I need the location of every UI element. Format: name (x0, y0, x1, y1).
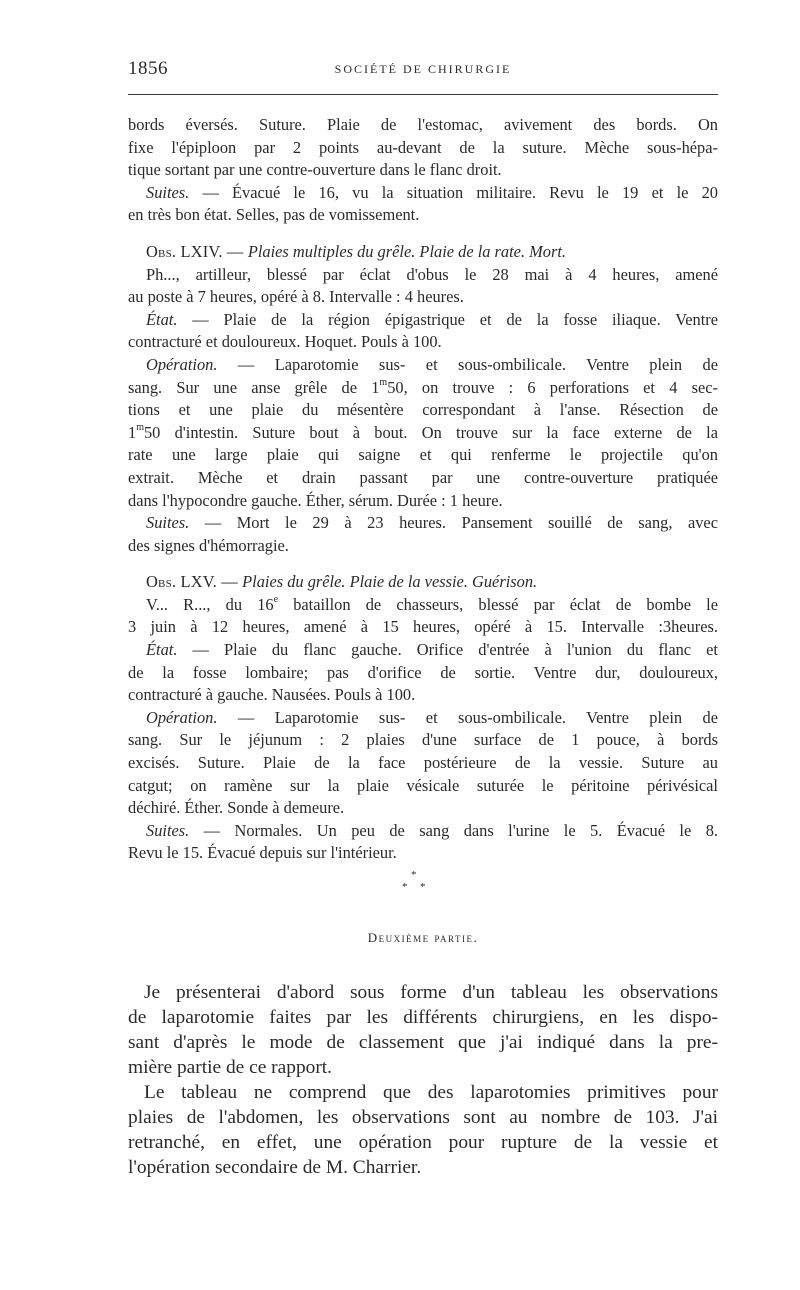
asterism-separator (400, 870, 430, 896)
text-span: — Plaie du flanc gauche. Orifice d'entrée à l'union du flanc et (177, 640, 718, 660)
asterisk: * (402, 881, 408, 893)
superscript: e (273, 594, 279, 606)
text-line: tions et une plaie du mésentère correspondant à l'anse. Résection de (128, 400, 718, 420)
text-span: 1 (128, 422, 137, 442)
text-span: — Normales. Un peu de sang dans l'urine le 5. Évacué le 8. (189, 820, 718, 840)
text-line: Le tableau ne comprend que des laparotomies primitives pour (144, 1082, 718, 1103)
text-line: 3 juin à 12 heures, amené à 15 heures, opéré à 15. Intervalle :3heures. (128, 617, 718, 637)
text-span: — Mort le 29 à 23 heures. Pansement souillé de sang, avec (189, 513, 718, 533)
text-line: extrait. Mèche et drain passant par une contre-ouverture pratiquée (128, 467, 718, 487)
etat-label: État. (146, 309, 178, 329)
text-line (128, 377, 718, 400)
superscript: m (379, 377, 388, 389)
text-line: retranché, en effet, une opération pour rupture de la vessie et (128, 1132, 718, 1153)
suites-line (128, 182, 718, 205)
etat-label: État. (146, 640, 178, 660)
text-line: au poste à 7 heures, opéré à 8. Intervalle : 4 heures. (128, 287, 464, 307)
text-line: bords éversés. Suture. Plaie de l'estomac, avivement des bords. On (128, 115, 718, 134)
header-rule (128, 94, 718, 95)
text-line: en très bon état. Selles, pas de vomissement. (128, 205, 420, 225)
obs-label: Obs. LXV. (146, 572, 217, 592)
superscript: m (136, 422, 144, 434)
obs-label: Obs. LXIV. (146, 241, 223, 261)
etat-line (128, 309, 718, 332)
operation-label: Opération. (146, 354, 218, 374)
text-line (128, 594, 718, 617)
etat-line (128, 639, 718, 662)
obs-title: Plaies du grêle. Plaie de la vessie. Guérison. (242, 572, 538, 592)
text-line: de la fosse lombaire; pas d'orifice de sortie. Ventre dur, douloureux, (128, 662, 718, 682)
observation-64 (128, 241, 718, 557)
suites-label: Suites. (146, 182, 190, 202)
suites-line (128, 820, 718, 843)
text-span: — Laparotomie sus- et sous-ombilicale. Ventre plein de (217, 354, 718, 374)
page-number: 1856 (128, 58, 168, 79)
operation-label: Opération. (146, 707, 218, 727)
text-span: 50, on trouve : 6 perforations et 4 sec- (387, 377, 718, 397)
text-span: — Plaie de la région épigastrique et de la fosse iliaque. Ventre (177, 309, 718, 329)
text-line: déchiré. Éther. Sonde à demeure. (128, 798, 345, 818)
suites-label: Suites. (146, 820, 190, 840)
operation-line (128, 707, 718, 730)
observations-block (128, 114, 718, 865)
text-line: catgut; on ramène sur la plaie vésicale suturée le péritoine périvésical (128, 775, 718, 795)
text-line: de laparotomie faites par les différents chirurgiens, en les dispo- (128, 1007, 718, 1028)
text-line (128, 422, 718, 445)
text-line: sang. Sur le jéjunum : 2 plaies d'une surface de 1 pouce, à bords (128, 730, 718, 750)
suites-label: Suites. (146, 513, 190, 533)
operation-line (128, 354, 718, 377)
text-line: Ph..., artilleur, blessé par éclat d'obus le 28 mai à 4 heures, amené (146, 264, 718, 284)
text-span: bataillon de chasseurs, blessé par éclat de bombe le (278, 594, 718, 614)
text-line: mière partie de ce rapport. (128, 1057, 333, 1078)
text-line: contracturé et douloureux. Hoquet. Pouls à 100. (128, 332, 442, 352)
asterisk: * (411, 869, 417, 881)
text-line: rate une large plaie qui saigne et qui renferme le projectile qu'on (128, 445, 718, 465)
text-line: Je présenterai d'abord sous forme d'un tableau les observations (144, 982, 718, 1003)
text-span: — Évacué le 16, vu la situation militaire. Revu le 19 et le 20 (189, 182, 718, 202)
observation-heading (128, 241, 718, 264)
text-line: Revu le 15. Évacué depuis sur l'intérieur. (128, 843, 397, 863)
spacer (128, 227, 718, 241)
obs-title: Plaies multiples du grêle. Plaie de la rate. Mort. (247, 241, 567, 261)
dash: — (216, 572, 243, 592)
page-header (128, 56, 718, 86)
running-title: SOCIÉTÉ DE CHIRURGIE (334, 62, 512, 76)
observation-heading (128, 571, 718, 594)
text-span: sang. Sur une anse grêle de 1 (128, 377, 380, 397)
text-line: dans l'hypocondre gauche. Éther, sérum. Durée : 1 heure. (128, 490, 503, 510)
text-span: V... R..., du 16 (146, 594, 274, 614)
text-line: sant d'après le mode de classement que j'ai indiqué dans la pre- (128, 1032, 718, 1053)
spacer (128, 557, 718, 571)
text-line: l'opération secondaire de M. Charrier. (128, 1157, 422, 1178)
text-line: excisés. Suture. Plaie de la face postérieure de la vessie. Suture au (128, 753, 718, 773)
text-line: plaies de l'abdomen, les observations sont au nombre de 103. J'ai (128, 1107, 718, 1128)
suites-line (128, 512, 718, 535)
text-span: 50 d'intestin. Suture bout à bout. On trouve sur la face externe de la (143, 422, 718, 442)
dash: — (222, 241, 248, 261)
continued-observation (128, 114, 718, 227)
observation-65 (128, 571, 718, 865)
text-span: — Laparotomie sus- et sous-ombilicale. Ventre plein de (217, 707, 718, 727)
text-line: des signes d'hémorragie. (128, 535, 289, 555)
text-line: contracturé à gauche. Nausées. Pouls à 100. (128, 685, 416, 705)
section-title: Deuxième partie. (367, 930, 479, 945)
part-two-text (128, 980, 718, 1180)
text-line: tique sortant par une contre-ouverture dans le flanc droit. (128, 160, 502, 180)
text-line: fixe l'épiploon par 2 points au-devant de la suture. Mèche sous-hépa- (128, 137, 718, 157)
asterisk: * (420, 881, 426, 893)
